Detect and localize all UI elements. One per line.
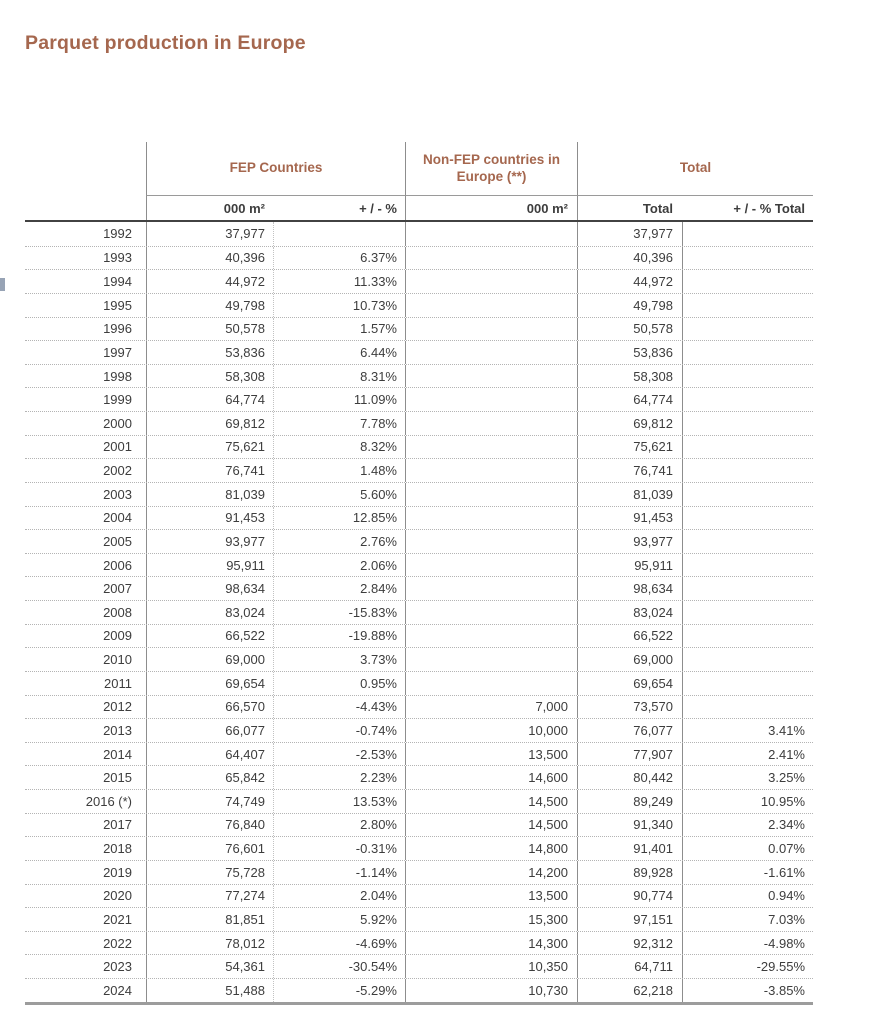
table-row: [25, 931, 813, 955]
fep-change-cell: 5.60%: [273, 483, 405, 506]
table-row: [25, 884, 813, 908]
year-cell: 2017: [103, 817, 132, 833]
total-volume-cell: 89,928: [577, 861, 682, 884]
fep-change-cell: 6.44%: [273, 341, 405, 364]
fep-volume-cell: 77,274: [146, 885, 273, 908]
table-row: [25, 695, 813, 719]
parquet-production-table: [25, 142, 813, 1005]
year-cell: 2016 (*): [85, 793, 132, 809]
total-volume-cell: 69,654: [577, 672, 682, 695]
nonfep-volume-cell: 14,300: [405, 932, 577, 955]
fep-volume-cell: 75,728: [146, 861, 273, 884]
fep-change-cell: 0.95%: [273, 672, 405, 695]
total-volume-cell: 58,308: [577, 365, 682, 388]
year-cell: 2005: [103, 533, 132, 549]
column-group-header-row: [25, 142, 813, 196]
fep-change-cell: 2.23%: [273, 766, 405, 789]
nonfep-volume-cell: [405, 318, 577, 341]
fep-change-cell: -0.31%: [273, 837, 405, 860]
nonfep-volume-cell: 14,800: [405, 837, 577, 860]
year-cell: 1997: [103, 344, 132, 360]
fep-change-cell: -19.88%: [273, 625, 405, 648]
total-volume-cell: 77,907: [577, 743, 682, 766]
fep-volume-cell: 81,039: [146, 483, 273, 506]
year-cell: 2013: [103, 722, 132, 738]
subheader-nonfep-volume: 000 m²: [405, 196, 577, 220]
table-row: [25, 765, 813, 789]
total-change-cell: [682, 459, 813, 482]
table-row: [25, 506, 813, 530]
table-row: [25, 671, 813, 695]
table-row: [25, 978, 813, 1002]
fep-volume-cell: 66,522: [146, 625, 273, 648]
nonfep-volume-cell: 13,500: [405, 743, 577, 766]
total-volume-cell: 53,836: [577, 341, 682, 364]
fep-change-cell: 3.73%: [273, 648, 405, 671]
total-change-cell: -1.61%: [682, 861, 813, 884]
total-change-cell: [682, 601, 813, 624]
fep-change-cell: 11.33%: [273, 270, 405, 293]
nonfep-volume-cell: [405, 365, 577, 388]
table-row: [25, 529, 813, 553]
total-change-cell: 0.07%: [682, 837, 813, 860]
nonfep-volume-cell: [405, 577, 577, 600]
table-row: [25, 340, 813, 364]
edge-artifact: [0, 278, 5, 291]
fep-change-cell: [273, 222, 405, 246]
total-volume-cell: 76,741: [577, 459, 682, 482]
fep-volume-cell: 58,308: [146, 365, 273, 388]
fep-change-cell: -0.74%: [273, 719, 405, 742]
table-row: [25, 293, 813, 317]
total-volume-cell: 69,000: [577, 648, 682, 671]
nonfep-volume-cell: 15,300: [405, 908, 577, 931]
fep-volume-cell: 69,000: [146, 648, 273, 671]
fep-volume-cell: 91,453: [146, 507, 273, 530]
year-cell: 2007: [103, 581, 132, 597]
total-change-cell: [682, 507, 813, 530]
total-change-cell: [682, 554, 813, 577]
nonfep-volume-cell: [405, 530, 577, 553]
subheader-fep-volume: 000 m²: [146, 196, 273, 220]
fep-volume-cell: 40,396: [146, 247, 273, 270]
fep-volume-cell: 69,654: [146, 672, 273, 695]
total-change-cell: 7.03%: [682, 908, 813, 931]
total-volume-cell: 91,401: [577, 837, 682, 860]
table-row: [25, 269, 813, 293]
fep-volume-cell: 76,601: [146, 837, 273, 860]
total-volume-cell: 64,711: [577, 955, 682, 978]
fep-change-cell: 11.09%: [273, 388, 405, 411]
column-group-nonfep: Non-FEP countries in Europe (**): [405, 142, 577, 196]
table-body: [25, 222, 813, 1005]
total-volume-cell: 76,077: [577, 719, 682, 742]
fep-change-cell: -1.14%: [273, 861, 405, 884]
nonfep-volume-cell: [405, 648, 577, 671]
year-cell: 2021: [103, 911, 132, 927]
fep-volume-cell: 95,911: [146, 554, 273, 577]
fep-volume-cell: 66,077: [146, 719, 273, 742]
total-volume-cell: 40,396: [577, 247, 682, 270]
total-volume-cell: 90,774: [577, 885, 682, 908]
total-volume-cell: 50,578: [577, 318, 682, 341]
year-cell: 2023: [103, 959, 132, 975]
fep-change-cell: 2.80%: [273, 814, 405, 837]
nonfep-volume-cell: 14,500: [405, 790, 577, 813]
fep-change-cell: 6.37%: [273, 247, 405, 270]
nonfep-volume-cell: [405, 625, 577, 648]
fep-change-cell: 5.92%: [273, 908, 405, 931]
total-change-cell: 3.41%: [682, 719, 813, 742]
nonfep-volume-cell: 10,730: [405, 979, 577, 1002]
total-change-cell: 3.25%: [682, 766, 813, 789]
nonfep-volume-cell: 14,500: [405, 814, 577, 837]
table-row: [25, 742, 813, 766]
year-cell: 1994: [103, 274, 132, 290]
nonfep-volume-cell: 14,600: [405, 766, 577, 789]
subheader-year-spacer: [25, 196, 146, 220]
nonfep-volume-cell: [405, 388, 577, 411]
table-row: [25, 813, 813, 837]
fep-volume-cell: 54,361: [146, 955, 273, 978]
total-volume-cell: 81,039: [577, 483, 682, 506]
nonfep-volume-cell: [405, 412, 577, 435]
year-cell: 1995: [103, 297, 132, 313]
total-volume-cell: 91,340: [577, 814, 682, 837]
nonfep-volume-cell: [405, 672, 577, 695]
fep-volume-cell: 81,851: [146, 908, 273, 931]
fep-change-cell: -4.69%: [273, 932, 405, 955]
fep-volume-cell: 66,570: [146, 696, 273, 719]
total-change-cell: -3.85%: [682, 979, 813, 1002]
page-title: Parquet production in Europe: [25, 32, 306, 54]
fep-change-cell: -5.29%: [273, 979, 405, 1002]
year-cell: 2009: [103, 628, 132, 644]
fep-change-cell: 1.48%: [273, 459, 405, 482]
total-change-cell: [682, 341, 813, 364]
total-volume-cell: 44,972: [577, 270, 682, 293]
subheader-total: Total: [577, 196, 682, 220]
table-row: [25, 458, 813, 482]
table-row: [25, 718, 813, 742]
total-change-cell: [682, 577, 813, 600]
fep-change-cell: -4.43%: [273, 696, 405, 719]
total-volume-cell: 95,911: [577, 554, 682, 577]
total-volume-cell: 83,024: [577, 601, 682, 624]
fep-volume-cell: 51,488: [146, 979, 273, 1002]
year-cell: 2006: [103, 557, 132, 573]
nonfep-volume-cell: [405, 247, 577, 270]
total-change-cell: [682, 270, 813, 293]
total-volume-cell: 66,522: [577, 625, 682, 648]
year-cell: 2008: [103, 604, 132, 620]
table-row: [25, 222, 813, 246]
nonfep-volume-cell: 10,350: [405, 955, 577, 978]
table-row: [25, 246, 813, 270]
year-cell: 2000: [103, 415, 132, 431]
year-cell: 1999: [103, 392, 132, 408]
total-change-cell: [682, 436, 813, 459]
nonfep-volume-cell: 7,000: [405, 696, 577, 719]
nonfep-volume-cell: 13,500: [405, 885, 577, 908]
year-cell: 2004: [103, 510, 132, 526]
nonfep-volume-cell: [405, 341, 577, 364]
year-cell: 2012: [103, 699, 132, 715]
fep-change-cell: 2.84%: [273, 577, 405, 600]
year-cell: 1998: [103, 368, 132, 384]
year-cell: 2003: [103, 486, 132, 502]
fep-volume-cell: 53,836: [146, 341, 273, 364]
fep-change-cell: 2.06%: [273, 554, 405, 577]
nonfep-volume-cell: [405, 554, 577, 577]
column-group-total: Total: [577, 142, 813, 196]
fep-change-cell: 8.32%: [273, 436, 405, 459]
total-volume-cell: 80,442: [577, 766, 682, 789]
table-row: [25, 576, 813, 600]
fep-volume-cell: 64,407: [146, 743, 273, 766]
total-change-cell: [682, 672, 813, 695]
fep-change-cell: 12.85%: [273, 507, 405, 530]
table-row: [25, 954, 813, 978]
total-change-cell: [682, 222, 813, 246]
table-row: [25, 860, 813, 884]
total-change-cell: [682, 388, 813, 411]
year-cell: 2001: [103, 439, 132, 455]
year-cell: 2010: [103, 652, 132, 668]
total-volume-cell: 62,218: [577, 979, 682, 1002]
fep-change-cell: 8.31%: [273, 365, 405, 388]
total-volume-cell: 98,634: [577, 577, 682, 600]
nonfep-volume-cell: [405, 436, 577, 459]
fep-volume-cell: 76,840: [146, 814, 273, 837]
table-row: [25, 387, 813, 411]
fep-volume-cell: 78,012: [146, 932, 273, 955]
total-change-cell: -4.98%: [682, 932, 813, 955]
total-volume-cell: 73,570: [577, 696, 682, 719]
total-volume-cell: 91,453: [577, 507, 682, 530]
total-change-cell: 0.94%: [682, 885, 813, 908]
total-change-cell: [682, 483, 813, 506]
total-volume-cell: 37,977: [577, 222, 682, 246]
total-change-cell: [682, 365, 813, 388]
fep-volume-cell: 98,634: [146, 577, 273, 600]
total-change-cell: [682, 294, 813, 317]
table-row: [25, 364, 813, 388]
year-cell: 2019: [103, 864, 132, 880]
total-change-cell: [682, 318, 813, 341]
year-cell: 2024: [103, 982, 132, 998]
subheader-fep-change: + / - %: [359, 200, 397, 216]
year-cell: 2020: [103, 888, 132, 904]
fep-change-cell: 10.73%: [273, 294, 405, 317]
year-cell: 2011: [104, 675, 132, 691]
total-change-cell: [682, 247, 813, 270]
total-volume-cell: 69,812: [577, 412, 682, 435]
year-cell: 2002: [103, 463, 132, 479]
nonfep-volume-cell: 10,000: [405, 719, 577, 742]
nonfep-volume-cell: [405, 601, 577, 624]
total-volume-cell: 49,798: [577, 294, 682, 317]
fep-change-cell: 13.53%: [273, 790, 405, 813]
table-row: [25, 411, 813, 435]
total-volume-cell: 75,621: [577, 436, 682, 459]
nonfep-volume-cell: 14,200: [405, 861, 577, 884]
year-cell: 1996: [103, 321, 132, 337]
total-change-cell: [682, 530, 813, 553]
fep-volume-cell: 44,972: [146, 270, 273, 293]
fep-volume-cell: 64,774: [146, 388, 273, 411]
subheader-total-change: + / - % Total: [733, 200, 805, 216]
fep-volume-cell: 83,024: [146, 601, 273, 624]
table-row: [25, 317, 813, 341]
year-column-spacer: [25, 142, 146, 196]
total-volume-cell: 89,249: [577, 790, 682, 813]
fep-volume-cell: 50,578: [146, 318, 273, 341]
table-row: [25, 600, 813, 624]
year-cell: 1992: [103, 226, 132, 242]
total-change-cell: -29.55%: [682, 955, 813, 978]
table-row: [25, 907, 813, 931]
fep-change-cell: 7.78%: [273, 412, 405, 435]
fep-volume-cell: 75,621: [146, 436, 273, 459]
fep-change-cell: -30.54%: [273, 955, 405, 978]
table-row: [25, 789, 813, 813]
table-row: [25, 624, 813, 648]
nonfep-volume-cell: [405, 459, 577, 482]
fep-volume-cell: 69,812: [146, 412, 273, 435]
fep-volume-cell: 65,842: [146, 766, 273, 789]
nonfep-volume-cell: [405, 294, 577, 317]
total-volume-cell: 93,977: [577, 530, 682, 553]
total-change-cell: [682, 412, 813, 435]
year-cell: 2015: [103, 770, 132, 786]
total-change-cell: 2.41%: [682, 743, 813, 766]
table-row: [25, 647, 813, 671]
fep-change-cell: 2.04%: [273, 885, 405, 908]
fep-change-cell: 2.76%: [273, 530, 405, 553]
nonfep-volume-cell: [405, 270, 577, 293]
year-cell: 2022: [103, 935, 132, 951]
year-cell: 1993: [103, 250, 132, 266]
total-volume-cell: 92,312: [577, 932, 682, 955]
table-row: [25, 435, 813, 459]
total-volume-cell: 97,151: [577, 908, 682, 931]
table-row: [25, 553, 813, 577]
total-volume-cell: 64,774: [577, 388, 682, 411]
total-change-cell: 10.95%: [682, 790, 813, 813]
total-change-cell: [682, 648, 813, 671]
fep-volume-cell: 37,977: [146, 222, 273, 246]
fep-change-cell: 1.57%: [273, 318, 405, 341]
fep-change-cell: -15.83%: [273, 601, 405, 624]
fep-change-cell: -2.53%: [273, 743, 405, 766]
total-change-cell: [682, 696, 813, 719]
nonfep-volume-cell: [405, 483, 577, 506]
total-change-cell: [682, 625, 813, 648]
fep-volume-cell: 76,741: [146, 459, 273, 482]
nonfep-volume-cell: [405, 222, 577, 246]
fep-volume-cell: 49,798: [146, 294, 273, 317]
fep-volume-cell: 74,749: [146, 790, 273, 813]
fep-volume-cell: 93,977: [146, 530, 273, 553]
table-row: [25, 836, 813, 860]
year-cell: 2014: [103, 746, 132, 762]
year-cell: 2018: [103, 841, 132, 857]
table-row: [25, 482, 813, 506]
nonfep-volume-cell: [405, 507, 577, 530]
column-group-fep: FEP Countries: [146, 142, 405, 196]
total-change-cell: 2.34%: [682, 814, 813, 837]
subheader-row: [25, 196, 813, 222]
